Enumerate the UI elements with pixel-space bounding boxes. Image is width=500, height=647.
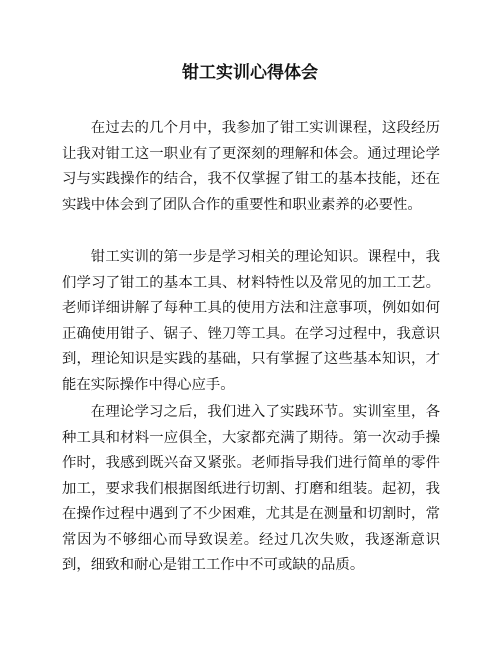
- paragraph-2: 钳工实训的第一步是学习相关的理论知识。课程中，我们学习了钳工的基本工具、材料特性以及常见的加工工艺。老师详细讲解了每种工具的使用方法和注意事项，例如如何正确使用钳子、锯子、锉刀等工具。在学习过程中，我意识到，理论知识是实践的基础，只有掌握了这些基本知识，才能在实际操作中得心应手。: [62, 249, 440, 393]
- paragraph-3: 在理论学习之后，我们进入了实践环节。实训室里，各种工具和材料一应俱全，大家都充满了期待。第一次动手操作时，我感到既兴奋又紧张。老师指导我们进行简单的零件加工，要求我们根据图纸进行切割、打磨和组装。起初，我在操作过程中遇到了不少困难，尤其是在测量和切割时，常常因为不够细心而导致误差。经过几次失败，我逐渐意识到，细致和耐心是钳工工作中不可或缺的品质。: [62, 404, 440, 573]
- paragraph-1: 在过去的几个月中，我参加了钳工实训课程，这段经历让我对钳工这一职业有了更深刻的理解和体会。通过理论学习与实践操作的结合，我不仅掌握了钳工的基本技能，还在实践中体会到了团队合作的重要性和职业素养的必要性。: [62, 120, 440, 213]
- document-title: 钳工实训心得体会: [182, 63, 318, 83]
